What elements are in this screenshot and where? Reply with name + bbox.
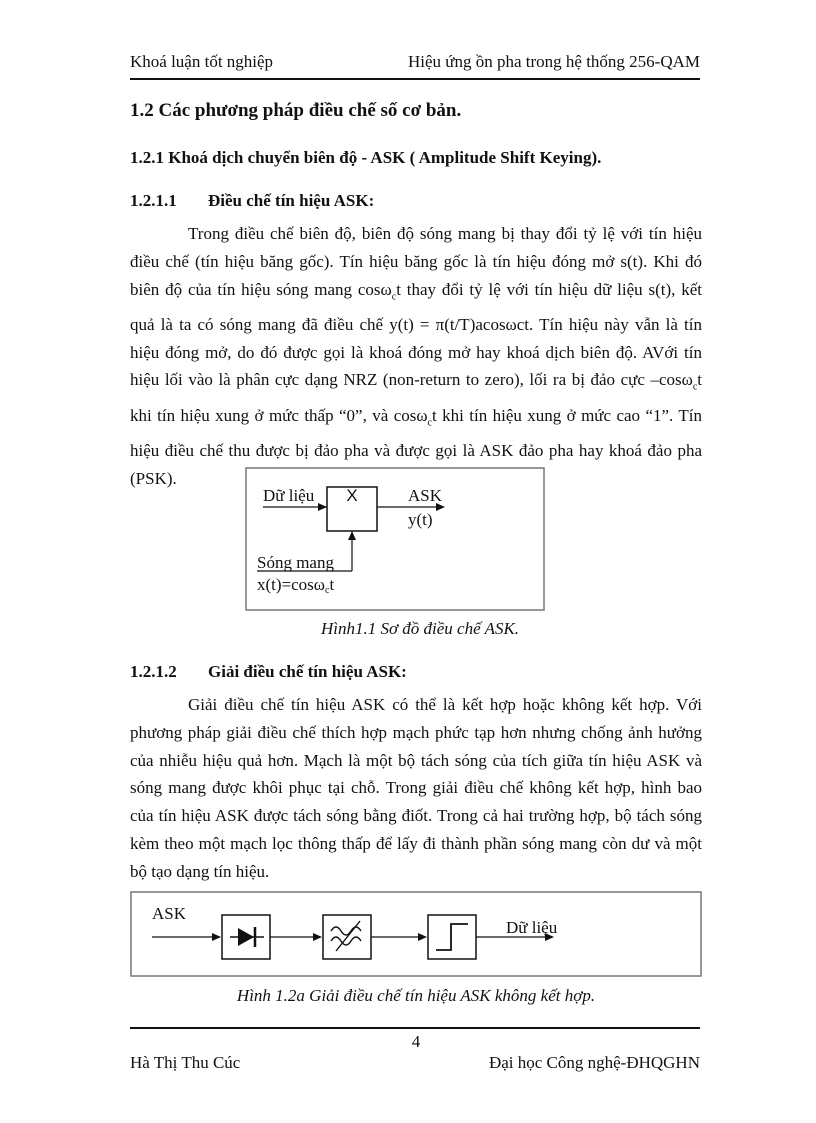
part1-title: Điều chế tín hiệu ASK: xyxy=(208,191,375,210)
demod-arrow-icon xyxy=(313,933,322,941)
footer-left: Hà Thị Thu Cúc xyxy=(130,1053,241,1072)
part1-heading xyxy=(130,191,374,211)
input-arrow-icon xyxy=(318,503,327,511)
footer-rule xyxy=(130,1027,700,1029)
demod-arrow-icon xyxy=(212,933,221,941)
footer-right: Đại học Công nghệ-ĐHQGHN xyxy=(488,1053,700,1072)
figure2-caption: Hình 1.2a Giải điều chế tín hiệu ASK không kết hợp. xyxy=(236,986,596,1005)
output-sub-label: y(t) xyxy=(408,510,433,529)
demod-output-label: Dữ liệu xyxy=(506,918,558,937)
part2-number: 1.2.1.2 xyxy=(130,662,177,681)
demod-arrow-icon xyxy=(418,933,427,941)
output-label: ASK xyxy=(408,486,443,505)
part2-heading xyxy=(130,662,407,682)
input-label: Dữ liệu xyxy=(263,486,315,505)
ask-modulator-diagram xyxy=(245,467,545,612)
header-rule xyxy=(130,78,700,80)
part2-paragraph: Giải điều chế tín hiệu ASK có thể là kết hợp hoặc không kết hợp. Với phương pháp giải điều chế thích hợp mạch phức tạp hơn nhưng chống ảnh hưởng của nhiễu hiệu quả hơn. Mạch là một bộ tách sóng của tích giữa tín hiệu ASK và sóng mang được khôi phục tại chỗ. Trong giải điều chế không kết hợp, hình bao của tín hiệu ASK được tách sóng bằng điốt. Trong cả hai trường hợp, bộ tách sóng kèm theo một mạch lọc thông thấp để lấy đi thành phần sóng mang còn dư và một bộ tạo dạng tín hiệu. xyxy=(130,695,702,881)
header-right: Hiệu ứng ồn pha trong hệ thống 256-QAM xyxy=(407,52,700,71)
page-number: 4 xyxy=(411,1032,421,1051)
carrier-label: Sóng mang xyxy=(257,553,334,572)
figure-frame xyxy=(131,892,701,976)
carrier-formula: x(t)=cosωct xyxy=(257,575,335,596)
part1-paragraph: Trong điều chế biên độ, biên độ sóng mang bị thay đổi tỷ lệ với tín hiệu điều chế (tín hiệu băng gốc). Tín hiệu băng gốc là tín hiệu đóng mở s(t). Khi đó biên độ của tín hiệu sóng mang cosω$_c$t thay đổi tỷ lệ với tín hiệu dữ liệu s(t), kết quả là ta có sóng mang đã điều chế y(t) = π(t/T)acosωct. Tín hiệu này vẫn là tín hiệu đóng mở, do đó được gọi là khoá đóng mở hay khoá dịch biên độ. AVới tín hiệu lối vào là phân cực dạng NRZ (non-return to zero), lối ra bị đảo cực –cosω$_c$t khi tín hiệu xung ở mức thấp “0”, và cosω$_c$t khi tín hiệu xung ở mức cao “1”. Tín hiệu điều chế thu được bị đảo pha và được gọi là ASK đảo pha hay khoá đảo pha (PSK). xyxy=(130,224,702,488)
carrier-arrow-icon xyxy=(348,531,356,540)
ask-demodulator-diagram xyxy=(130,891,702,977)
step-shaper-block xyxy=(428,915,476,959)
section-title: 1.2 Các phương pháp điều chế số cơ bản. xyxy=(130,100,462,121)
part1-number: 1.2.1.1 xyxy=(130,191,177,210)
header-left: Khoá luận tốt nghiệp xyxy=(130,52,274,71)
demod-input-label: ASK xyxy=(152,904,187,923)
multiplier-symbol: X xyxy=(346,486,358,505)
part2-title: Giải điều chế tín hiệu ASK: xyxy=(208,662,407,681)
figure1-caption: Hình1.1 Sơ đồ điều chế ASK. xyxy=(320,619,520,638)
subsection-title: 1.2.1 Khoá dịch chuyển biên độ - ASK ( Amplitude Shift Keying). xyxy=(130,148,602,167)
